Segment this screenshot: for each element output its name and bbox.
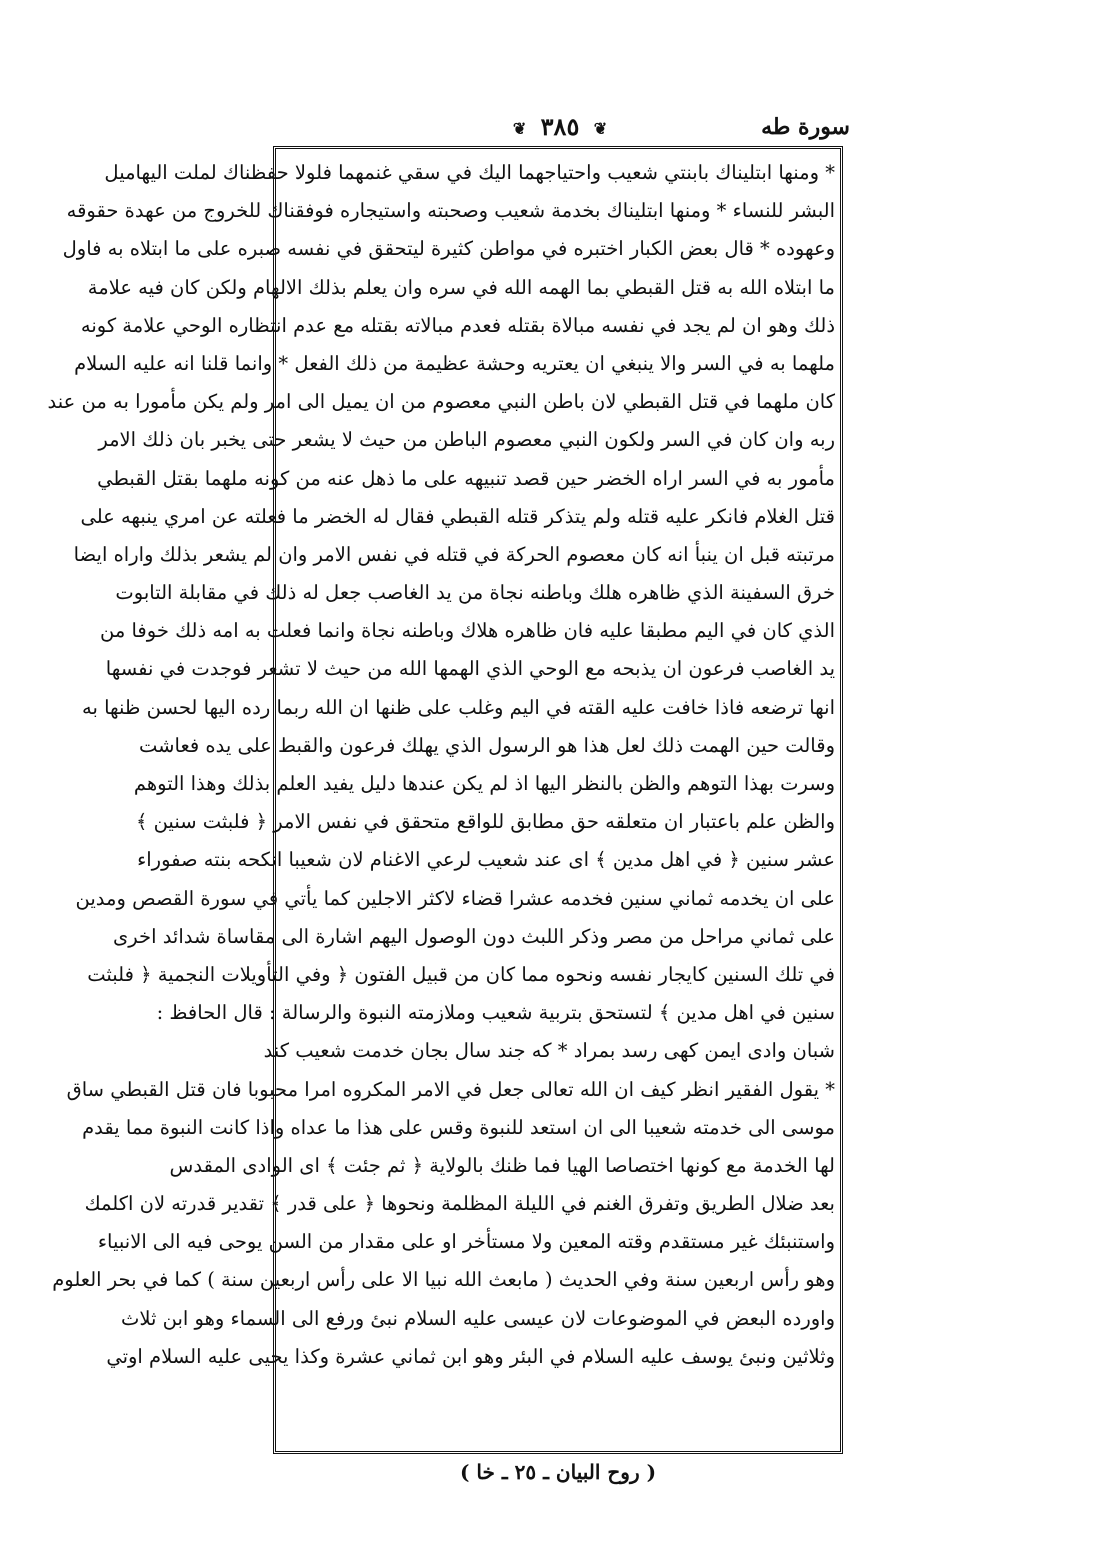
text-line: على ثماني مراحل من مصر وذكر اللبث دون الوصول اليهم اشارة الى مقاساة شدائد اخرى [113,924,835,948]
ornament-left-icon: ❦ [512,119,527,138]
text-line: كان ملهما في قتل القبطي لان باطن النبي معصوم من ان يميل الى امر ولم يكن مأمورا به من عند [47,390,835,414]
text-line: وعهوده * قال بعض الكبار اختبره في مواطن كثيرة ليتحقق في نفسه صبره على ما ابتلاه به فاول [62,237,835,261]
text-line: الذي كان في اليم مطبقا عليه فان ظاهره هلاك وباطنه نجاة وانما فعلت به امه ذلك خوفا من [100,619,835,643]
text-line: موسى الى خدمته شعيبا الى ان استعد للنبوة وقس على هذا ما عداه واذا كانت النبوة مما يقدم [82,1115,835,1139]
text-line: وسرت بهذا التوهم والظن بالنظر اليها اذ لم يكن عندها دليل يفيد العلم بذلك وهذا التوهم [133,772,835,795]
text-line: وثلاثين ونبئ يوسف عليه السلام في البئر وهو ابن ثماني عشرة وكذا يحيى عليه السلام اوتي [106,1344,835,1368]
ornament-right-icon: ❦ [593,119,608,138]
poem-line: شبان وادى ايمن كهى رسد بمراد * كه جند سال بجان خدمت شعيب كند [263,1039,835,1063]
text-line: عشر سنين ﴿ في اهل مدين ﴾ اى عند شعيب لرعي الاغنام لان شعيبا انكحه بنته صفوراء [137,848,835,872]
text-line: وقالت حين الهمت ذلك لعل هذا هو الرسول الذي يهلك فرعون والقبط على يده فعاشت [139,733,835,757]
text-line: * يقول الفقير انظر كيف ان الله تعالى جعل في الامر المكروه امرا محبوبا فان قتل القبطي ساق [66,1077,835,1101]
page-number-block [507,112,613,141]
text-line: ذلك وهو ان لم يجد في نفسه مبالاة بقتله فعدم مبالاته بقتله مع عدم انتظاره الوحي علامة كونه [80,313,835,337]
text-line: لها الخدمة مع كونها اختصاصا الهيا فما ظنك بالولاية ﴿ ثم جئت ﴾ اى الوادى المقدس [169,1153,835,1177]
text-line: واورده البعض في الموضوعات لان عيسى عليه السلام نبئ ورفع الى السماء وهو ابن ثلاث [121,1306,835,1330]
page-footer: ( روح البيان ـ ٢٥ ـ خا ) [459,1460,657,1484]
text-line: البشر للنساء * ومنها ابتليناك بخدمة شعيب وصحبته واستيجاره فوفقناك للخروج من عهدة حقوقه [66,199,835,223]
text-line: والظن علم باعتبار ان متعلقه حق مطابق للواقع متحقق في نفس الامر ﴿ فلبثت سنين ﴾ [135,810,835,834]
text-line: في تلك السنين كايجار نفسه ونحوه مما كان من قبيل الفتون ﴿ وفي التأويلات النجمية ﴿ فلبثت [87,962,835,986]
text-line: ما ابتلاه الله به قتل القبطي بما الهمه الله في سره وان يعلم بذلك الالهام ولكن كان فيه علامة [87,275,835,299]
body-text [47,154,835,1376]
text-line: على ان يخدمه ثماني سنين فخدمه عشرا قضاء لاكثر الاجلين كما يأتي في سورة القصص ومدين [75,886,835,910]
text-line: واستنبئك غير مستقدم وقته المعين ولا مستأخر او على مقدار من السن يوحى فيه الى الانبياء [97,1230,835,1254]
text-line: ربه وان كان في السر ولكون النبي معصوم الباطن من حيث لا يشعر حتى يخبر بان ذلك الامر [98,428,835,452]
page-number: ٣٨٥ [540,112,580,141]
text-line: يد الغاصب فرعون ان يذبحه مع الوحي الذي الهمها الله من حيث لا تشعر فوجدت في نفسها [105,657,835,681]
text-line: مأمور به في السر اراه الخضر حين قصد تنبيهه على ما ذهل عنه من كونه ملهما بقتل القبطي [97,466,835,490]
text-line: ملهما به في السر والا ينبغي ان يعتريه وحشة عظيمة من ذلك الفعل * وانما قلنا انه عليه السلام [74,351,835,375]
surah-title: سورة طه [761,114,850,140]
page-header [270,112,850,146]
text-line: سنين في اهل مدين ﴾ لتستحق بتربية شعيب وملازمته النبوة والرسالة : قال الحافظ : [156,1001,835,1025]
text-line: مرتبته قبل ان ينبأ انه كان معصوم الحركة في قتله في نفس الامر وان لم يشعر بذلك واراه ايضا [73,542,835,566]
text-line: انها ترضعه فاذا خافت عليه القته في اليم وغلب على ظنها ان الله ربما رده اليها لحسن ظنها به [81,695,835,719]
text-line: قتل الغلام فانكر عليه قتله ولم يتذكر قتله القبطي فقال له الخضر ما فعلته عن امري ينبهه على [80,504,835,528]
text-line: بعد ضلال الطريق وتفرق الغنم في الليلة المظلمة ونحوها ﴿ على قدر ﴾ تقدير قدرته لان اكلمك [84,1192,835,1216]
text-line: خرق السفينة الذي ظاهره هلك وباطنه نجاة من يد الغاصب جعل له ذلك في مقابلة التابوت [115,581,835,605]
text-line: وهو رأس اربعين سنة وفي الحديث ( مابعث الله نبيا الا على رأس اربعين سنة ) كما في بحر العلوم [52,1268,835,1292]
text-line: * ومنها ابتليناك بابنتي شعيب واحتياجهما اليك في سقي غنمهما فلولا حفظناك لملت اليهاميل [104,161,835,184]
